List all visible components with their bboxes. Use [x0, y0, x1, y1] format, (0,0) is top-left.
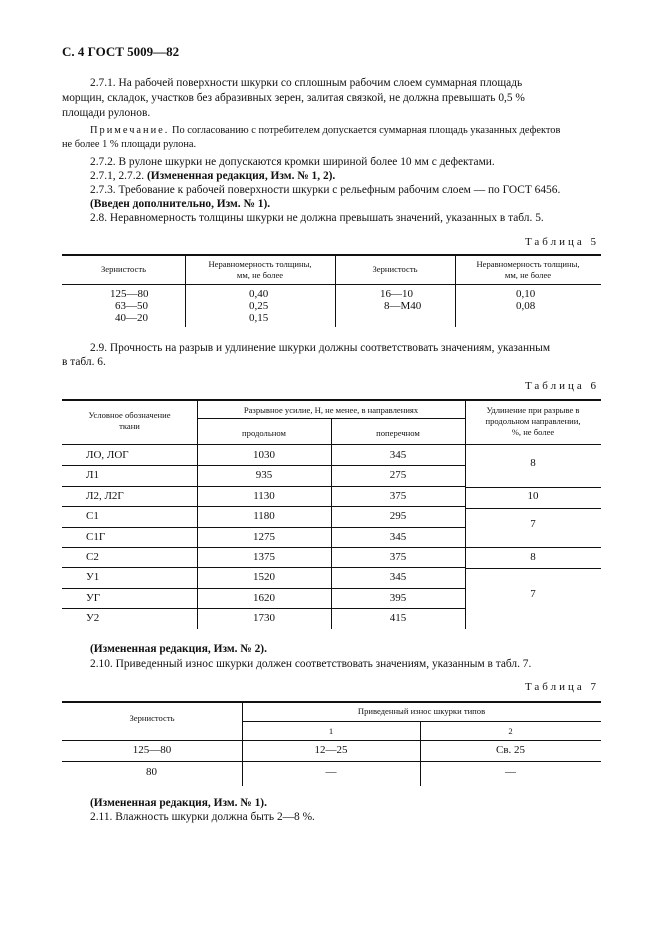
- table6-row-border: [62, 506, 465, 507]
- header-line: Условное обозначение: [88, 410, 171, 420]
- table6-elong-border: [465, 508, 601, 509]
- header-line: мм, не более: [236, 270, 284, 280]
- table7-header-wear: Приведенный износ шкурки типов: [357, 706, 486, 716]
- page-header: С. 4 ГОСТ 5009—82: [62, 44, 180, 59]
- table6-cell: 345: [389, 530, 407, 543]
- table6-row-border: [62, 547, 465, 548]
- header-line: ткани: [119, 421, 140, 431]
- table7-subheader-border: [242, 721, 601, 722]
- table6-cell: 345: [389, 449, 407, 461]
- table5-cell: 0,10: [516, 288, 536, 300]
- table5-col1: [62, 288, 185, 324]
- table6-cell: 1180: [253, 510, 275, 523]
- header-line: %, не более: [511, 427, 555, 437]
- table6-row-border: [62, 486, 465, 487]
- paragraph-2-8: 2.8. Неравномерность толщины шкурки не должна превышать значений, указанных в табл. 5.: [90, 212, 544, 224]
- table6-row-border: [62, 527, 465, 528]
- paragraph-2-7-3-note: (Введен дополнительно, Изм. № 1).: [90, 198, 271, 210]
- header-line: Удлинение при разрыве в: [486, 405, 580, 415]
- table6-cell: 1620: [253, 591, 275, 604]
- table5-col4: [516, 288, 535, 312]
- table6-elong-cell: 7: [530, 588, 536, 600]
- table5-cell: 63—50: [115, 300, 148, 312]
- table6-row-border: [62, 588, 465, 589]
- paragraph-amend-1: [90, 169, 335, 184]
- table6-cell: 395: [389, 591, 407, 604]
- table5-caption: Таблица 5: [524, 236, 599, 248]
- table6-cell: С1: [86, 510, 99, 523]
- table7-cell: —: [325, 766, 337, 778]
- table6-cell: 375: [389, 489, 407, 502]
- table5-cell: 0,25: [249, 300, 269, 312]
- table6-header-force: Разрывное усилие, Н, не менее, в направлениях: [243, 405, 419, 415]
- paragraph-2-9-line2: в табл. 6.: [62, 356, 106, 368]
- table6-cell: У2: [86, 612, 100, 625]
- table6-cell: С1Г: [86, 530, 106, 543]
- table6-cell: С2: [86, 551, 99, 563]
- amend-ref: 2.7.1, 2.7.2.: [90, 170, 147, 182]
- table6-elong-border: [465, 487, 601, 488]
- paragraph-2-11: 2.11. Влажность шкурки должна быть 2—8 %.: [90, 811, 315, 823]
- note-label: Примечание.: [90, 125, 170, 136]
- table6-elong-border: [465, 568, 601, 569]
- amend-text: (Измененная редакция, Изм. № 1, 2).: [146, 170, 336, 182]
- table5-col3: [380, 288, 421, 312]
- table7-cell: 125—80: [132, 744, 172, 756]
- table6-cell: Л1: [86, 469, 99, 482]
- table6-cell: 1275: [253, 530, 275, 543]
- table6-elong-cell: 7: [530, 518, 536, 530]
- table6-header-fabric: [62, 410, 197, 432]
- table6-cell: 1030: [253, 449, 275, 461]
- table6-header-trans: поперечном: [376, 428, 420, 438]
- table5-header-border: [62, 284, 601, 285]
- table6-top-border: [62, 399, 601, 401]
- paragraph-2-9-note: (Измененная редакция, Изм. № 2).: [90, 643, 267, 655]
- table7-caption: Таблица 7: [524, 681, 599, 693]
- table7-row-border: [62, 761, 601, 762]
- header-line: продольном направлении,: [485, 416, 581, 426]
- table6-cell: 345: [389, 571, 407, 584]
- table5-cell: 0,15: [249, 312, 269, 324]
- table7-cell: —: [505, 766, 516, 778]
- paragraph-2-7-3: 2.7.3. Требование к рабочей поверхности шкурки с рельефным рабочим слоем — по ГОСТ 6456.: [90, 184, 561, 196]
- table5-header-uneven: [185, 259, 335, 281]
- table6-cell: УГ: [86, 591, 101, 604]
- table6-elong-cell: 8: [530, 551, 536, 563]
- paragraph-2-10-note: (Измененная редакция, Изм. № 1).: [90, 797, 267, 809]
- table5-header-grain-2: Зернистость: [372, 264, 418, 274]
- note-line2: не более 1 % площади рулона.: [62, 139, 197, 150]
- table7-cell: Св. 25: [495, 744, 526, 756]
- table5-cell: 8—М40: [384, 300, 422, 312]
- table6-cell: 935: [255, 469, 273, 482]
- table5-cell: 125—80: [110, 288, 149, 300]
- table6-cell: 1520: [253, 571, 275, 584]
- table7-header-border: [62, 740, 601, 741]
- table6-header-elong: [465, 405, 601, 438]
- table6-cell: 1730: [253, 612, 275, 625]
- paragraph-2-7-2: 2.7.2. В рулоне шкурки не допускаются кромки шириной более 10 мм с дефектами.: [90, 156, 495, 168]
- table6-elong-cell: 8: [530, 457, 536, 469]
- table7-header-grain: Зернистость: [129, 713, 175, 723]
- table6-cell: ЛО, ЛОГ: [86, 449, 129, 461]
- table6-cell: 1375: [253, 551, 275, 563]
- table6-cell: 1130: [253, 489, 275, 502]
- table7-cell: 12—25: [314, 744, 348, 756]
- table6-elong-border: [465, 547, 601, 548]
- paragraph-2-7-1-line1: 2.7.1. На рабочей поверхности шкурки со сплошным рабочим слоем суммарная площадь: [90, 77, 523, 89]
- table5-top-border: [62, 254, 601, 256]
- paragraph-2-7-1-line3: площади рулонов.: [62, 107, 151, 119]
- table5-cell: 16—10: [380, 288, 413, 300]
- paragraph-2-9-line1: 2.9. Прочность на разрыв и удлинение шкурки должны соответствовать значениям, указанным: [90, 342, 551, 354]
- table6-cell: 275: [389, 469, 407, 482]
- table6-elong-cell: 10: [527, 490, 539, 502]
- paragraph-2-10: 2.10. Приведенный износ шкурки должен соответствовать значениям, указанным в табл. 7.: [90, 658, 532, 670]
- header-line: Неравномерность толщины,: [476, 259, 580, 269]
- table6-cell: 415: [389, 612, 407, 625]
- table7-top-border: [62, 701, 601, 703]
- table6-row-border: [62, 465, 465, 466]
- table7-header-type1: 1: [328, 726, 334, 736]
- header-line: мм, не более: [504, 270, 552, 280]
- note-text: По согласованию с потребителем допускается суммарная площадь указанных дефектов: [169, 125, 561, 136]
- table5-col2: [249, 288, 268, 324]
- table7-header-type2: 2: [508, 726, 513, 736]
- table6-row-border: [62, 608, 465, 609]
- table6-caption: Таблица 6: [524, 380, 599, 392]
- table6-row-border: [62, 567, 465, 568]
- table6-header-long: продольном: [242, 428, 286, 438]
- table6-cell: 375: [389, 551, 407, 563]
- table5-cell: 0,40: [249, 288, 269, 300]
- table5-header-uneven-2: [455, 259, 601, 281]
- table6-cell: Л2, Л2Г: [86, 489, 124, 502]
- table5-cell: 0,08: [516, 300, 536, 312]
- table5-cell: 40—20: [115, 312, 148, 324]
- paragraph-2-7-1-line2: морщин, складок, участков без абразивных зерен, залитая связкой, не должна превышать 0,5 %: [62, 92, 525, 104]
- note: [90, 124, 560, 138]
- table6-cell: У1: [86, 571, 100, 584]
- table6-cell: 295: [389, 510, 407, 523]
- header-line: Неравномерность толщины,: [208, 259, 312, 269]
- table5-header-grain: Зернистость: [100, 264, 147, 274]
- table7-cell: 80: [146, 766, 157, 778]
